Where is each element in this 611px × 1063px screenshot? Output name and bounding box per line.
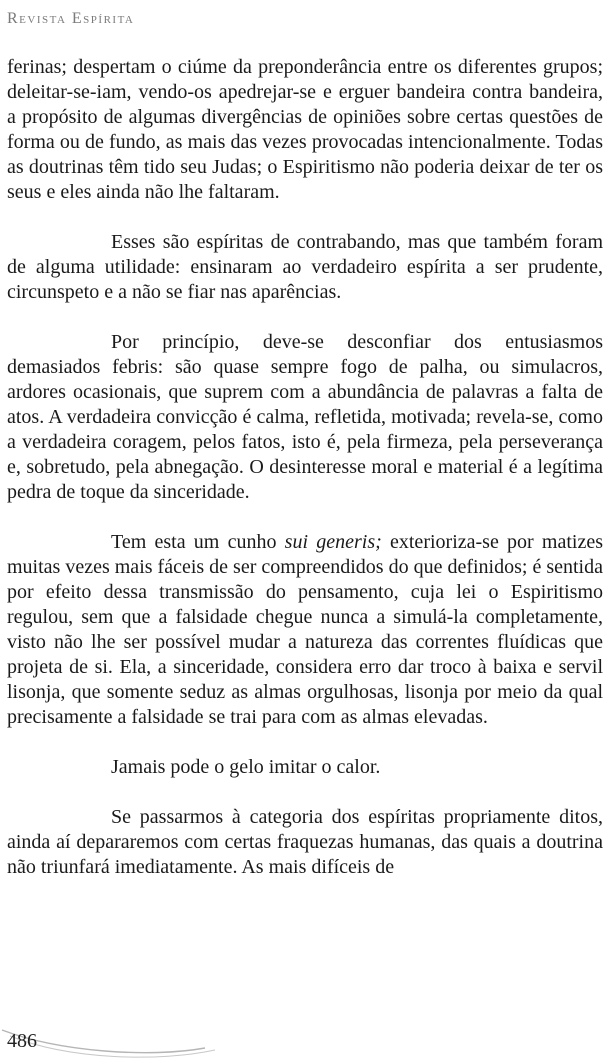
running-header: Revista Espírita [7, 10, 135, 27]
paragraph: Por princípio, deve-se desconfiar dos entusiasmos demasiados febris: são quase sempre fogo de palha, ou simulacros, ardores ocasionais, que suprem com a abundância de palavras a falta de atos. A verdadeira convicção é calma, refletida, motivada; revela-se, como a verdadeira coragem, pelos fatos, isto é, pela firmeza, pela perseverança e, sobretudo, pela abnegação. O desinteresse moral e material é a legítima pedra de toque da sinceridade. [7, 331, 603, 503]
body-text [7, 55, 603, 880]
paragraph-continuation: ferinas; despertam o ciúme da preponderância entre os diferentes grupos; deleitar-se-iam, vendo-os apedrejar-se e erguer bandeira contra bandeira, a propósito de algumas divergências de opiniões sobre certas questões de forma ou de fundo, as mais das vezes provocadas intencionalmente. Todas as doutrinas têm tido seu Judas; o Espiritismo não poderia deixar de ter os seus e eles ainda não lhe faltaram. [7, 56, 603, 203]
footer-swoosh-ornament [0, 1022, 260, 1063]
paragraph [7, 530, 603, 730]
page-number: 486 [7, 1030, 37, 1052]
paragraph: Jamais pode o gelo imitar o calor. [111, 756, 381, 778]
paragraph-text: Tem esta um cunho [111, 531, 285, 553]
paragraph: Esses são espíritas de contrabando, mas que também foram de alguma utilidade: ensinaram ao verdadeiro espírita a ser prudente, circunspeto e a não se fiar nas aparências. [7, 231, 603, 303]
italic-term: sui generis; [284, 531, 382, 553]
paragraph-text: exterioriza-se por matizes muitas vezes mais fáceis de ser compreendidos do que definidos; é sentida por efeito dessa transmissão do pensamento, cuja lei o Espiritismo regulou, sem que a falsidade chegue nunca a simulá-la completamente, visto não lhe ser possível mudar a natureza das correntes fluídicas que projeta de si. Ela, a sinceridade, considera erro dar troco à baixa e servil lisonja, que somente seduz as almas orgulhosas, lisonja por meio da qual precisamente a falsidade se trai para com as almas elevadas. [7, 531, 604, 728]
paragraph-truncated: Se passarmos à categoria dos espíritas propriamente ditos, ainda aí depararemos com certas fraquezas humanas, das quais a doutrina não triunfará imediatamente. As mais difíceis de [7, 806, 603, 878]
